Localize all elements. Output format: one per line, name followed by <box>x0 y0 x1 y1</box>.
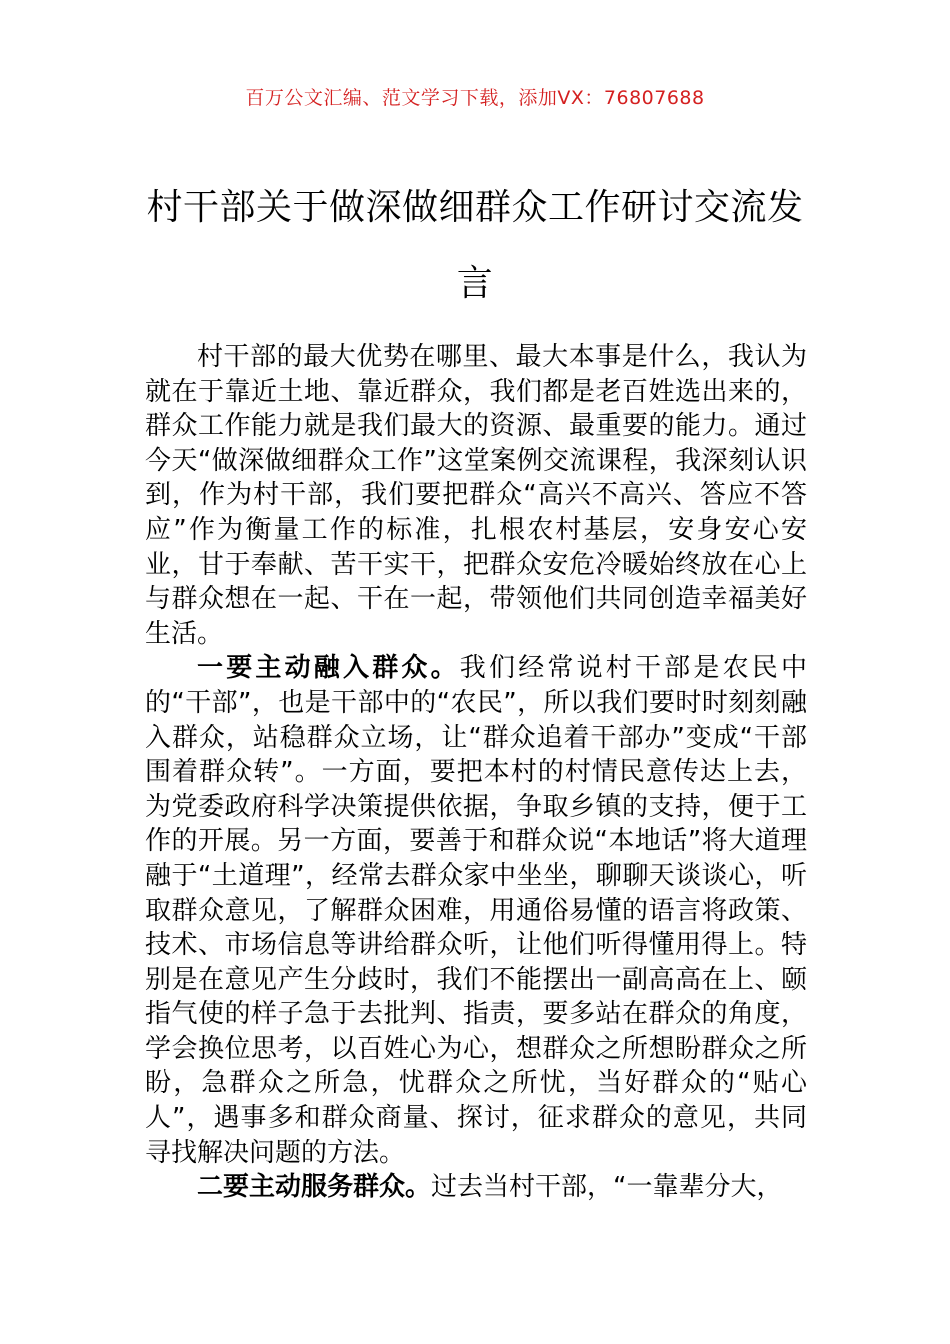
paragraph <box>145 651 807 1170</box>
paragraph <box>145 340 807 651</box>
paragraph-text: 过去当村干部，“一靠辈分大， <box>431 1172 783 1203</box>
document-body <box>145 340 807 1205</box>
paragraph <box>145 1170 807 1205</box>
paragraph-text: 村干部的最大优势在哪里、最大本事是什么，我认为就在于靠近土地、靠近群众，我们都是老百姓选出来的，群众工作能力就是我们最大的资源、最重要的能力。通过今天“做深做细群众工作”这堂案例交流课程，我深刻认识到，作为村干部，我们要把群众“高兴不高兴、答应不答应”作为衡量工作的标准，扎根农村基层，安身安心安业，甘于奉献、苦干实干，把群众安危冷暖始终放在心上与群众想在一起、干在一起，带领他们共同创造幸福美好生活。 <box>145 342 807 649</box>
paragraph-lead: 一要主动融入群众。 <box>197 653 460 684</box>
document-title: 村干部关于做深做细群众工作研讨交流发言 <box>146 187 804 304</box>
paragraph-lead: 二要主动服务群众。 <box>197 1172 432 1203</box>
header-note: 百万公文汇编、范文学习下载，添加VX：76807688 <box>245 87 705 109</box>
paragraph-text: 我们经常说村干部是农民中的“干部”，也是干部中的“农民”，所以我们要时时刻刻融入群众，站稳群众立场，让“群众追着干部办”变成“干部围着群众转”。一方面，要把本村的村情民意传达上去，为党委政府科学决策提供依据，争取乡镇的支持，便于工作的开展。另一方面，要善于和群众说“本地话”将大道理融于“土道理”，经常去群众家中坐坐，聊聊天谈谈心，听取群众意见，了解群众困难，用通俗易懂的语言将政策、技术、市场信息等讲给群众听，让他们听得懂用得上。特别是在意见产生分歧时，我们不能摆出一副高高在上、颐指气使的样子急于去批判、指责，要多站在群众的角度，学会换位思考，以百姓心为心，想群众之所想盼群众之所盼，急群众之所急，忧群众之所忧，当好群众的“贴心人”，遇事多和群众商量、探讨，征求群众的意见，共同寻找解决问题的方法。 <box>145 653 807 1168</box>
